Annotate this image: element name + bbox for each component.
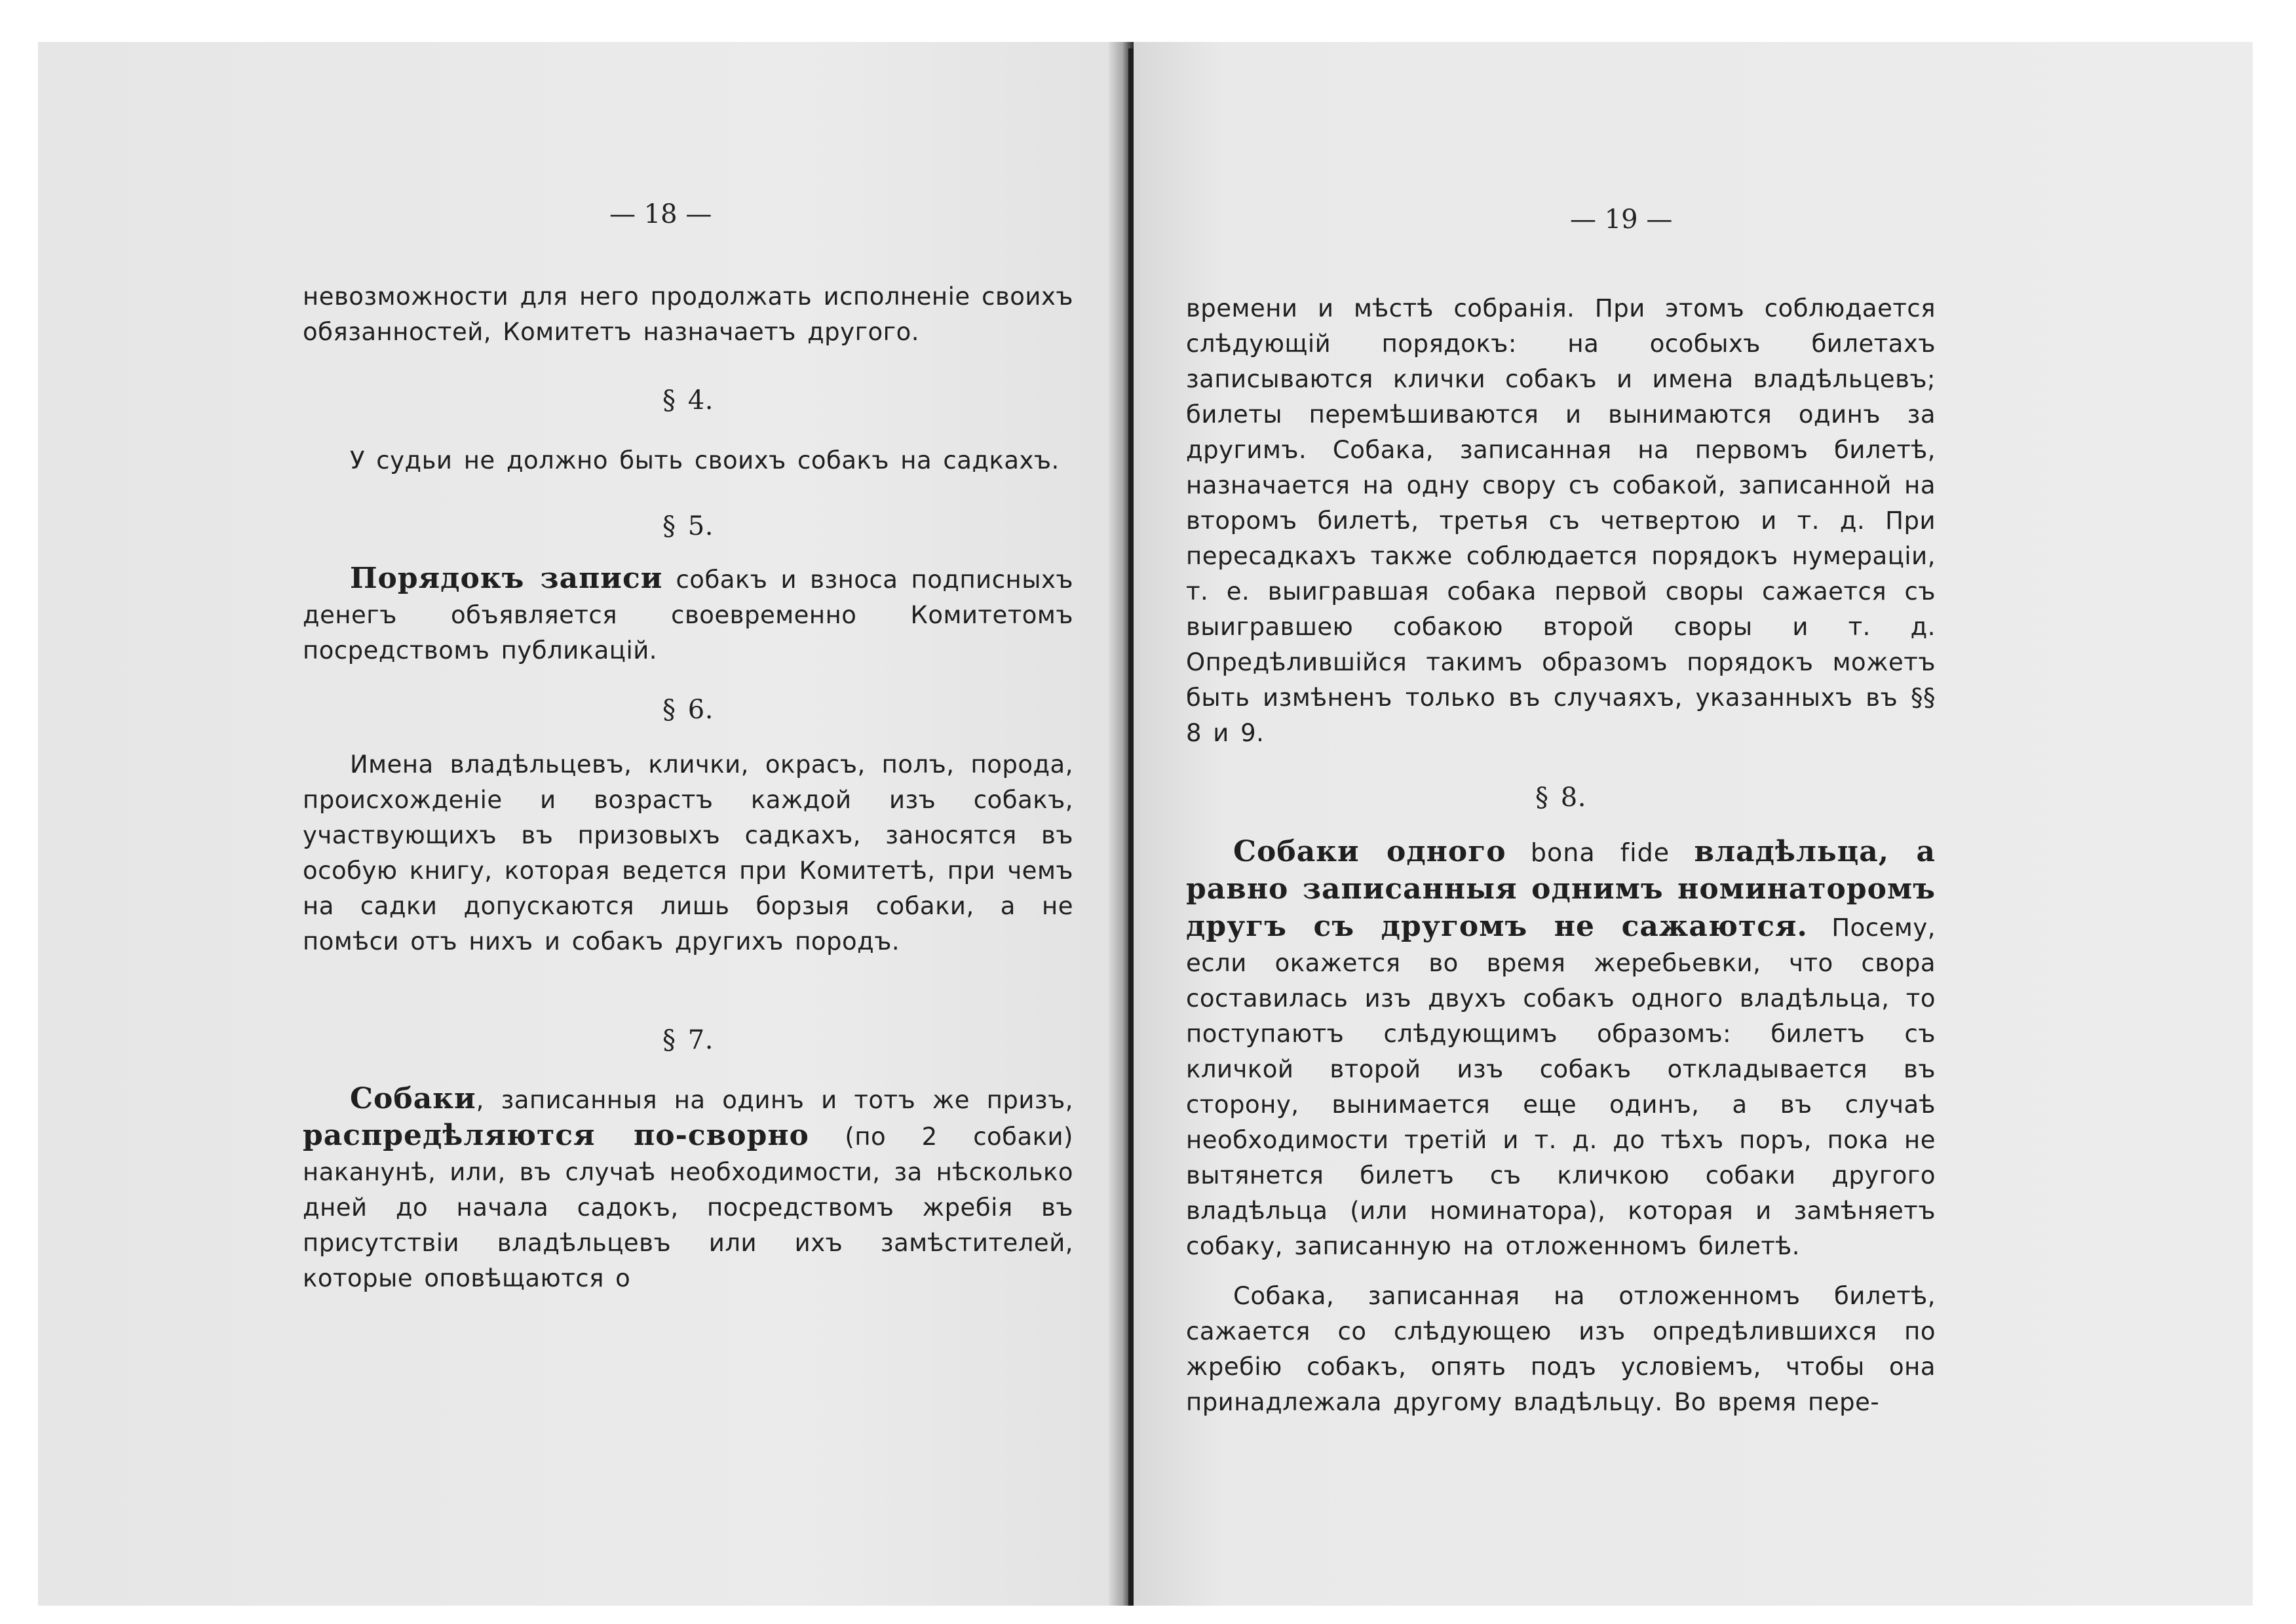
left-page: [38, 42, 1128, 1606]
section-7-text-2: (по 2 собаки) наканунѣ, или, въ случаѣ необходимости, за нѣсколько дней до начала садокъ, посредствомъ жребія въ присутствіи владѣльцевъ или ихъ замѣстителей, которые оповѣщаются о: [303, 1123, 1073, 1292]
section-8-latin-wrap: [1531, 835, 1670, 868]
left-page-text: [303, 279, 1073, 1296]
section-8-text: Посему, если окажется во время жеребьевки, что свора составилась изъ двухъ собакъ одного владѣльца, то поступаютъ слѣдующимъ образомъ: билетъ съ кличкой второй изъ собакъ откладывается въ сторону, вынимается еще одинъ, а въ случаѣ необходимости третій и т. д. до тѣхъ поръ, пока не вытянется билетъ съ кличкою собаки другого владѣльца (или номинатора), которая и замѣняетъ собаку, записанную на отложенномъ билетѣ.: [1186, 914, 1936, 1260]
right-second-paragraph: Собака, записанная на отложенномъ билетѣ, сажается со слѣдующею изъ опредѣлившихся по жребію собакъ, опять подъ условіемъ, чтобы она принадлежала другому владѣльцу. Во время пере-: [1186, 1282, 1936, 1416]
section-8-bold-2: владѣльца, а равно записанныя однимъ номинаторомъ другъ съ другомъ не сажаются.: [1186, 835, 1936, 943]
section-5-title: § 5.: [662, 511, 714, 541]
section-8-title: § 8.: [1535, 783, 1586, 813]
section-6-title: § 6.: [662, 695, 714, 725]
page-number-right: — 19 —: [1570, 204, 1673, 235]
section-4-title: § 4.: [662, 385, 714, 416]
page-number-left: — 18 —: [609, 199, 712, 229]
section-8-bold-1: Собаки одного: [1233, 835, 1506, 868]
left-opening-paragraph: невозможности для него продолжать исполненіе своихъ обязанностей, Комитетъ назначаетъ другого.: [303, 282, 1073, 346]
right-page-text: [1186, 291, 1936, 1420]
section-5-text: собакъ и взноса подписныхъ денегъ объявляется своевременно Комитетомъ посредствомъ публикацій.: [303, 566, 1073, 665]
section-7-heading-2: распредѣляются по-сворно: [303, 1119, 809, 1152]
right-continuation-paragraph: времени и мѣстѣ собранія. При этомъ соблюдается слѣдующій порядокъ: на особыхъ билетахъ записываются клички собакъ и имена владѣльцевъ; билеты перемѣшиваются и вынимаются одинъ за другимъ. Собака, записанная на первомъ билетѣ, назначается на одну свору съ собакой, записанной на второмъ билетѣ, третья съ четвертою и т. д. При пересадкахъ также соблюдается порядокъ нумераціи, т. е. выигравшая собака первой своры сажается съ выигравшею собакою второй своры и т. д. Опредѣлившійся такимъ образомъ порядокъ можетъ быть измѣненъ только въ случаяхъ, указанныхъ въ §§ 8 и 9.: [1186, 294, 1936, 747]
scanned-spread: [38, 42, 2253, 1606]
section-7-text-1: , записанныя на одинъ и тотъ же призъ,: [476, 1086, 1073, 1114]
section-4-text: У судьи не должно быть своихъ собакъ на садкахъ.: [350, 446, 1060, 474]
section-7-heading-1: Собаки: [350, 1082, 476, 1115]
right-page: [1134, 42, 2253, 1606]
section-7-title: § 7.: [662, 1025, 714, 1055]
section-8-paragraph: [1186, 834, 1936, 1264]
section-5-paragraph: [303, 561, 1073, 668]
section-8-latin: bona fide: [1530, 838, 1670, 867]
section-6-text: Имена владѣльцевъ, клички, окрасъ, полъ, порода, происхожденіе и возрастъ каждой изъ собакъ, участвующихъ въ призовыхъ садкахъ, заносятся въ особую книгу, которая ведется при Комитетѣ, при чемъ на садки допускаются лишь борзыя собаки, а не помѣси отъ нихъ и собакъ другихъ породъ.: [303, 750, 1073, 956]
section-5-heading: Порядокъ записи: [350, 562, 663, 595]
section-7-paragraph: [303, 1081, 1073, 1296]
